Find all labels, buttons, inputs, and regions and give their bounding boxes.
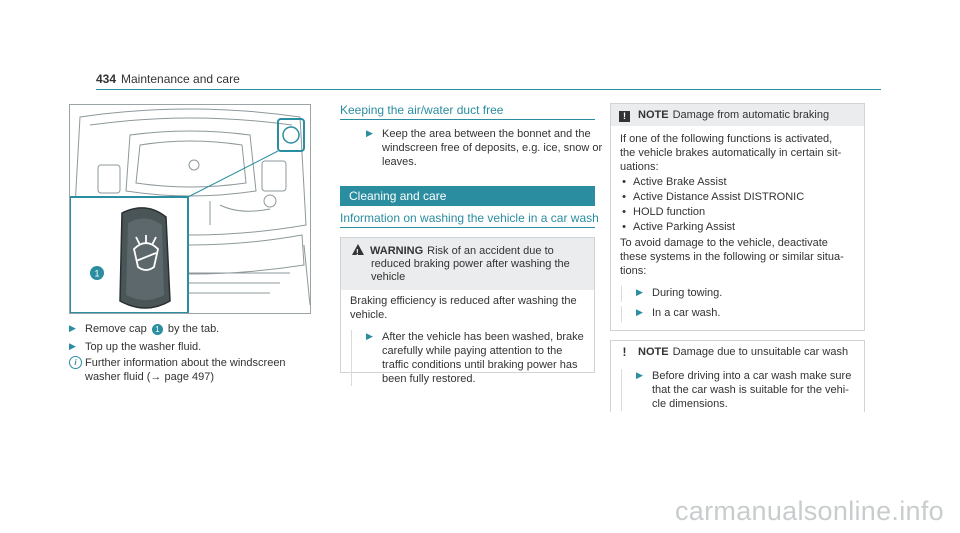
note1-avoid: To avoid damage to the vehicle, deactivate these systems in the following or similar situa- tions:: [620, 237, 844, 277]
section-title: Maintenance and care: [121, 72, 240, 86]
callout-ref-badge: 1: [152, 324, 163, 335]
step-arrow-icon: ▶: [636, 287, 643, 297]
note-icon: !: [619, 347, 630, 358]
callout-badge: [89, 265, 105, 284]
note1-header: ! NOTE Damage from automatic braking: [611, 104, 864, 126]
page-reference-link[interactable]: washer fluid (→ page 497): [85, 371, 215, 383]
page-number: 434: [96, 72, 117, 86]
note1-step-towing: ▶ During towing.: [621, 286, 864, 302]
info-icon: i: [69, 356, 82, 369]
watermark: carmanualsonline.info: [675, 496, 944, 526]
air-duct-heading: Keeping the air/water duct free: [340, 103, 504, 117]
step-remove-cap: ▶ Remove cap 1 by the tab.: [69, 323, 220, 335]
step-top-up: ▶ Top up the washer fluid.: [69, 341, 202, 353]
note-unsuitable-car-wash-box: [610, 340, 865, 412]
note2-header: ! NOTE Damage due to unsuitable car wash: [611, 341, 864, 363]
header-rule: [96, 89, 881, 90]
air-duct-step: ▶ Keep the area between the bonnet and the windscreen free of deposits, e.g. ice, snow or leaves.: [366, 128, 603, 168]
engine-bay-figure: [69, 104, 311, 314]
step-arrow-icon: ▶: [636, 370, 643, 380]
step-arrow-icon: ▶: [366, 331, 373, 341]
note-icon: !: [619, 111, 630, 122]
step-arrow-icon: ▶: [69, 341, 76, 351]
car-wash-heading: Information on washing the vehicle in a car wash: [340, 211, 599, 225]
note1-intro: If one of the following functions is activated, the vehicle brakes automatically in certain sit- uations:: [620, 133, 842, 173]
list-item: • HOLD function: [622, 206, 706, 218]
warning-body: Braking efficiency is reduced after washing the vehicle.: [350, 295, 577, 321]
list-item: • Active Distance Assist DISTRONIC: [622, 191, 805, 203]
note1-bullet-list: [611, 174, 864, 235]
info-note: i Further information about the windscreen washer fluid (→ page 497): [69, 356, 286, 384]
list-item: • Active Parking Assist: [622, 221, 736, 233]
engine-bay-illustration: [70, 105, 310, 313]
step-arrow-icon: ▶: [69, 323, 76, 333]
step-arrow-icon: ▶: [636, 307, 643, 317]
note-automatic-braking-box: [610, 103, 865, 331]
list-item: • Active Brake Assist: [622, 176, 727, 188]
step-arrow-icon: ▶: [366, 128, 373, 138]
warning-step: ▶ After the vehicle has been washed, brake carefully while paying attention to the traffic conditions until braking power has been fully restored.: [351, 330, 594, 386]
callout-number: 1: [94, 268, 100, 279]
warning-header: ! WARNING Risk of an accident due to reduced braking power after washing the vehicle: [341, 238, 594, 290]
cleaning-section-bar: Cleaning and care: [340, 186, 595, 206]
note2-step: ▶ Before driving into a car wash make sure that the car wash is suitable for the vehi- cle dimensions.: [621, 369, 864, 411]
warning-triangle-icon: !: [352, 244, 364, 255]
warning-box: [340, 237, 595, 385]
note1-step-car-wash: ▶ In a car wash.: [621, 306, 864, 322]
